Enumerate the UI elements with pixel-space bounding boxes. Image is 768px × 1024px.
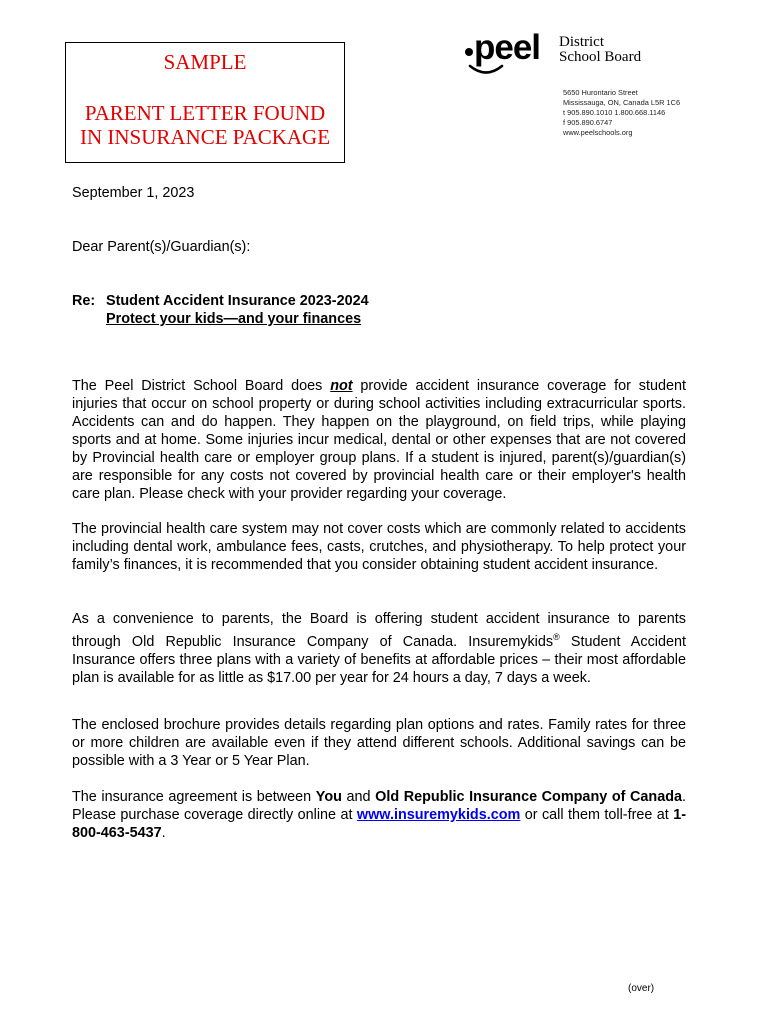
p5-text-d: or call them toll-free at — [520, 807, 674, 823]
p3-text-b: Student Accident Insurance offers three plans with a variety of benefits at affordable prices – their most affordable plan is available for as little as $17.00 per year for 24 hours a day, 7 days a week. — [72, 633, 686, 686]
letterhead-address — [563, 88, 680, 138]
paragraph-coverage — [72, 377, 686, 503]
logo-smile-icon — [468, 63, 504, 77]
paragraph-brochure: The enclosed brochure provides details regarding plan options and rates. Family rates for three or more children are available even if they attend different schools. Additional savings can be possible with a 3 Year or 5 Year Plan. — [72, 717, 686, 769]
paragraph-convenience — [72, 610, 686, 687]
address-phone: t 905.890.1010 1.800.668.1146 — [563, 108, 666, 117]
logo-dot-icon — [465, 48, 473, 56]
address-street: 5650 Hurontario Street — [563, 88, 638, 97]
p1-text-b: provide accident insurance coverage for student injuries that occur on school property or during school activities including extracurricular sports. Accidents can and do happen. They happen on the playground, on field trips, while playing sports and at home. Some injuries incur medical, dental or other expenses that are not covered by Provincial health care or employer group plans. If a student is injured, parent(s)/guardian(s) are responsible for any costs not covered by provincial health care or their employer's health care plan. Please check with your provider regarding your coverage. — [72, 378, 686, 502]
district-line1: District — [559, 34, 604, 50]
re-subtitle: Protect your kids—and your finances — [106, 311, 362, 327]
paragraph-provincial: The provincial health care system may not cover costs which are commonly related to accidents including dental work, ambulance fees, casts, crutches, and physiotherapy. To help protect your family’s finances, it is recommended that you consider obtaining student accident insurance. — [72, 521, 686, 573]
page-over-note: (over) — [628, 983, 655, 994]
address-fax: f 905.890.6747 — [563, 118, 613, 127]
district-line2: School Board — [559, 49, 642, 65]
p5-text-e: . — [161, 825, 166, 841]
p5-company: Old Republic Insurance Company of Canada — [375, 789, 682, 805]
subject-line — [72, 292, 686, 328]
letter-salutation: Dear Parent(s)/Guardian(s): — [72, 239, 251, 255]
p5-you: You — [315, 789, 342, 805]
insuremykids-link[interactable]: www.insuremykids.com — [356, 807, 521, 823]
sample-notice-box — [65, 42, 345, 163]
address-website: www.peelschools.org — [563, 128, 633, 137]
p1-text-a: The Peel District School Board does — [72, 378, 331, 394]
sample-description-line2: IN INSURANCE PACKAGE — [79, 125, 331, 149]
peel-logo — [462, 28, 712, 152]
toll-free-phone: 1-800-463-5437 — [72, 807, 686, 841]
re-title: Student Accident Insurance 2023-2024 — [106, 293, 369, 309]
sample-description — [66, 101, 344, 149]
p5-text-c: . Please purchase coverage directly online at — [72, 789, 686, 823]
address-city: Mississauga, ON, Canada L5R 1C6 — [563, 98, 681, 107]
paragraph-agreement — [72, 788, 686, 842]
registered-mark: ® — [553, 632, 560, 642]
logo-wordmark: peel — [474, 28, 541, 67]
letter-date: September 1, 2023 — [72, 185, 195, 201]
logo-district-name — [559, 35, 641, 65]
re-label: Re: — [72, 293, 96, 309]
sample-label: SAMPLE — [163, 50, 247, 74]
p5-text-a: The insurance agreement is between — [72, 789, 316, 805]
sample-description-line1: PARENT LETTER FOUND — [84, 101, 326, 125]
p5-text-b: and — [341, 789, 376, 805]
p1-emphasis-not: not — [330, 378, 353, 394]
p3-text-a: As a convenience to parents, the Board is offering student accident insurance to parents through Old Republic Insurance Company of Canada. Insuremykids — [72, 611, 686, 650]
